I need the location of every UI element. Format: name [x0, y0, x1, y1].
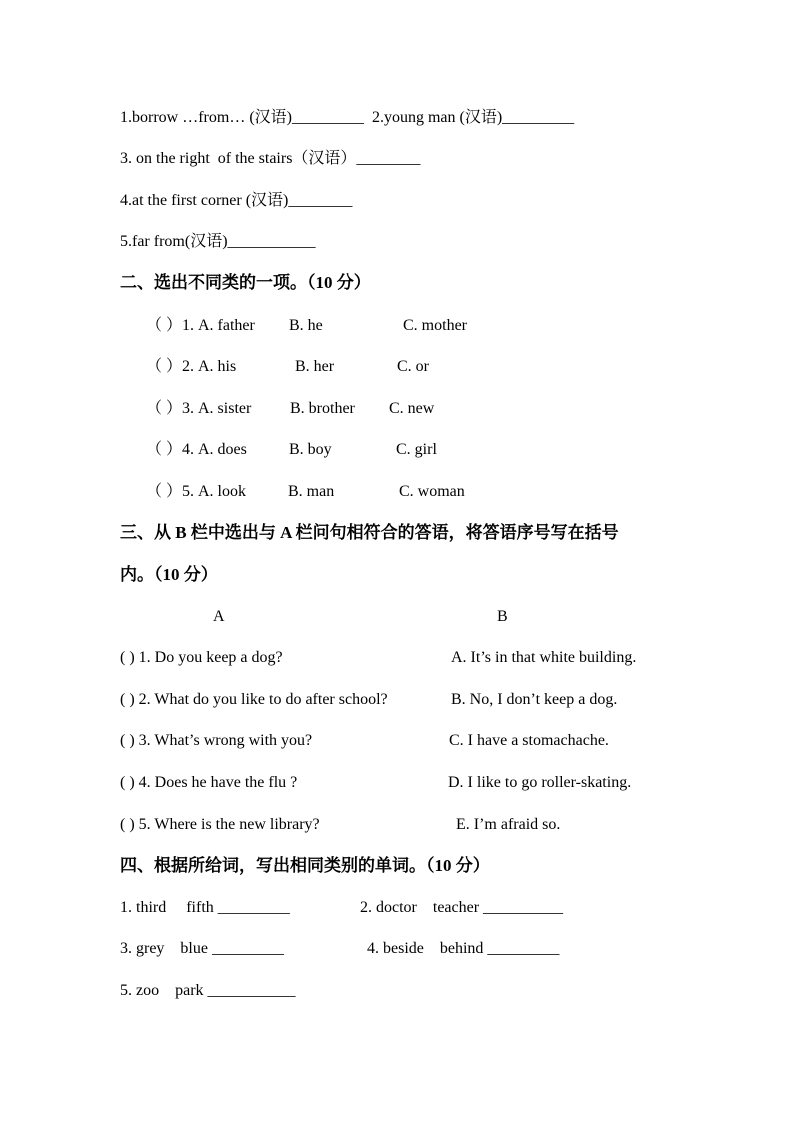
odd-item-1-option-a: （ ）1. A. father [146, 317, 255, 334]
answer-a: A. It’s in that white building. [451, 649, 637, 666]
odd-item-1-option-c: C. mother [403, 317, 467, 334]
odd-item-2-option-b: B. her [295, 358, 335, 375]
odd-item-5-option-a: （ ）5. A. look [146, 483, 247, 500]
category-item-3: 3. grey blue _________ [120, 940, 284, 957]
odd-item-3-option-a: （ ）3. A. sister [146, 400, 252, 417]
odd-item-1-option-b: B. he [289, 317, 323, 334]
answer-e: E. I’m afraid so. [456, 816, 561, 833]
answer-b: B. No, I don’t keep a dog. [451, 691, 618, 708]
question-5: ( ) 5. Where is the new library? [120, 816, 320, 833]
translation-item-4: 4.at the first corner (汉语)________ [120, 192, 353, 209]
section-3-heading-line-2: 内。（10 分） [120, 565, 218, 584]
odd-item-5-option-c: C. woman [399, 483, 465, 500]
translation-item-1-2: 1.borrow …from… (汉语)_________ 2.young man (汉语)_________ [120, 109, 575, 126]
translation-item-5: 5.far from(汉语)___________ [120, 233, 316, 250]
category-item-1: 1. third fifth _________ [120, 899, 290, 916]
question-4: ( ) 4. Does he have the flu ? [120, 774, 298, 791]
section-2-heading: 二、选出不同类的一项。（10 分） [120, 273, 371, 292]
column-a-label: A [213, 608, 225, 625]
section-3-heading-line-1: 三、从 B 栏中选出与 A 栏问句相符合的答语，将答语序号写在括号 [120, 523, 619, 542]
category-item-5: 5. zoo park ___________ [120, 982, 296, 999]
odd-item-5-option-b: B. man [288, 483, 335, 500]
question-2: ( ) 2. What do you like to do after school? [120, 691, 388, 708]
category-item-4: 4. beside behind _________ [367, 940, 560, 957]
translation-item-3: 3. on the right of the stairs（汉语）________ [120, 150, 421, 167]
answer-d: D. I like to go roller-skating. [448, 774, 632, 791]
odd-item-4-option-b: B. boy [289, 441, 332, 458]
odd-item-3-option-b: B. brother [290, 400, 355, 417]
odd-item-4-option-a: （ ）4. A. does [146, 441, 247, 458]
section-4-heading: 四、根据所给词，写出相同类别的单词。（10 分） [120, 856, 490, 875]
odd-item-2-option-a: （ ）2. A. his [146, 358, 237, 375]
category-item-2: 2. doctor teacher __________ [360, 899, 564, 916]
question-1: ( ) 1. Do you keep a dog? [120, 649, 283, 666]
odd-item-2-option-c: C. or [397, 358, 429, 375]
question-3: ( ) 3. What’s wrong with you? [120, 732, 313, 749]
answer-c: C. I have a stomachache. [449, 732, 609, 749]
column-b-label: B [497, 608, 508, 625]
odd-item-4-option-c: C. girl [396, 441, 437, 458]
odd-item-3-option-c: C. new [389, 400, 435, 417]
